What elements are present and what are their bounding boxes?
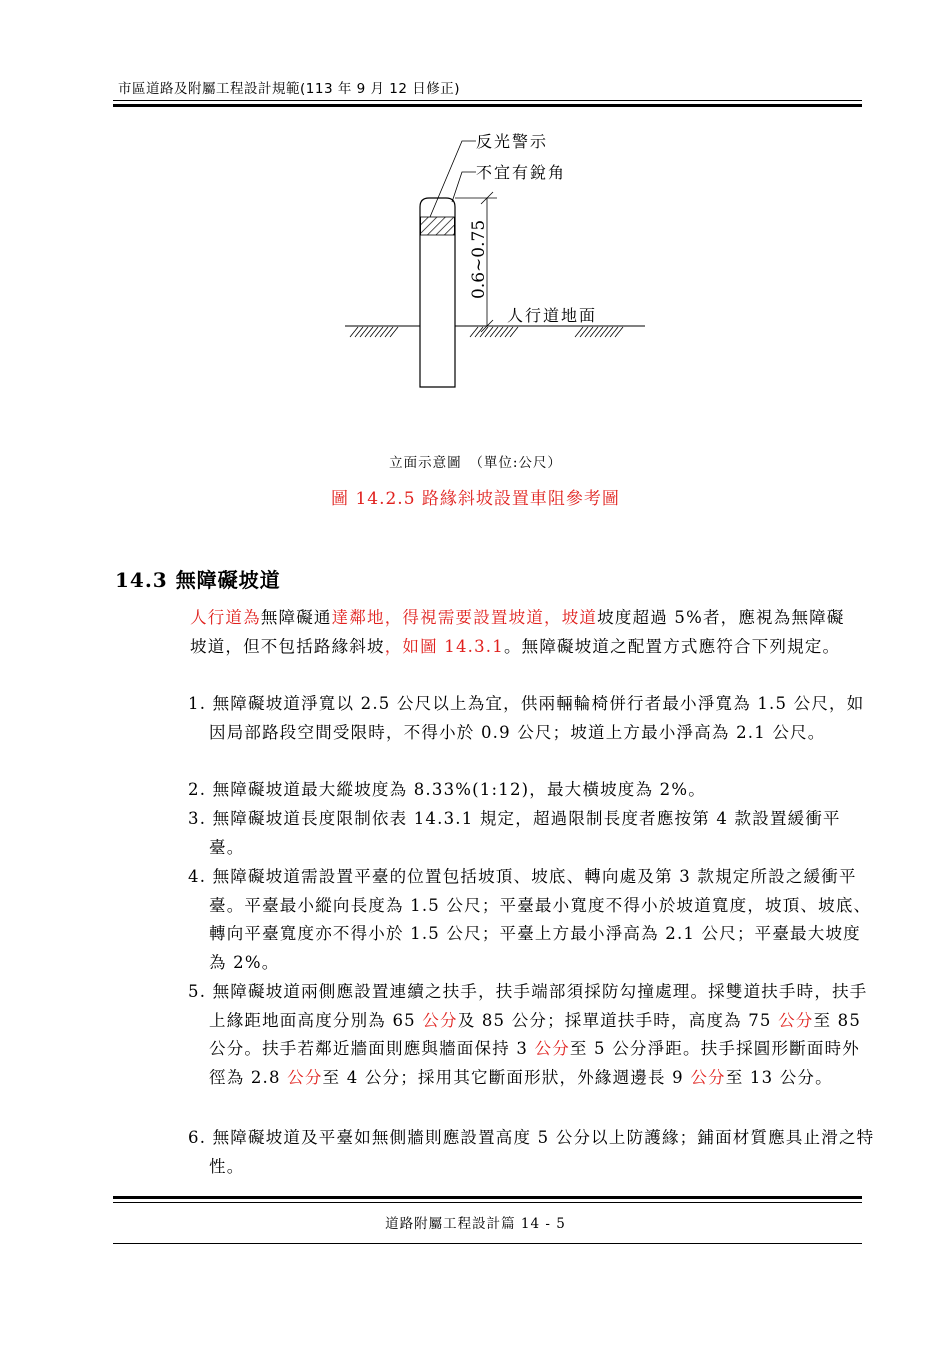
bollard-elevation-figure [0, 0, 951, 440]
footer-rule-thick [113, 1196, 862, 1199]
figure-caption-unit: 立面示意圖 （單位:公尺） [389, 455, 562, 471]
section-title: 無障礙坡道 [175, 568, 281, 592]
intro-text-4: 坡度超過 5%者，應視為無障礙坡道，但不包括路緣斜坡 [190, 608, 845, 656]
item5-text-e: 至 85 公分。扶手若鄰近牆面則應與牆面保持 3 [209, 1010, 862, 1058]
footer-rule-thin [113, 1202, 862, 1203]
footer-page-label: 道路附屬工程設計篇 14 - 5 [385, 1216, 566, 1232]
item5-text-c: 及 85 公分；採單道扶手時，高度為 75 [457, 1010, 779, 1030]
list-item-4: 4. 無障礙坡道需設置平臺的位置包括坡頂、坡底、轉向處及第 3 款規定所設之緩衝平臺。平臺最小縱向長度為 1.5 公尺；平臺最小寬度不得小於坡道寬度，坡頂、坡底、轉向平臺寬度亦不得小於 1.5 公尺；平臺上方最小淨高為 2.1 公尺；平臺最大坡度為 2%。 [188, 867, 872, 972]
section-number: 14.3 [115, 568, 168, 592]
item5-text-a: 5. 無障礙坡道兩側應設置連續之扶手，扶手端部須採防勾撞處理。採雙道扶手時，扶手上緣距地面高度分別為 65 [188, 982, 868, 1030]
intro-text-6: 。無障礙坡道之配置方式應符合下列規定。 [503, 636, 841, 656]
item5-red-h: 公分 [287, 1067, 323, 1087]
intro-red-1: 人行道為 [190, 608, 261, 627]
intro-paragraph [190, 604, 855, 661]
intro-red-5: ，如圖 14.3.1 [384, 636, 504, 656]
intro-text-2: 無障礙通 [260, 608, 332, 627]
reflective-band [421, 217, 455, 235]
figure-title: 圖 14.2.5 路緣斜坡設置車阻參考圖 [331, 489, 620, 509]
item5-red-f: 公分 [534, 1039, 570, 1058]
list-item-6: 6. 無障礙坡道及平臺如無側牆則應設置高度 5 公分以上防護緣；鋪面材質應具止滑之特性。 [188, 1128, 875, 1176]
intro-red-3: 達鄰地，得視需要設置坡道，坡道 [331, 608, 598, 627]
label-reflective: 反光警示 [476, 132, 549, 151]
label-no-sharp: 不宜有銳角 [476, 163, 567, 182]
item5-red-d: 公分 [778, 1010, 814, 1030]
section-heading [115, 564, 281, 593]
item5-text-g: 至 5 公分淨距。扶手採圓形斷面時外徑為 2.8 [209, 1039, 860, 1087]
list-item-1: 1. 無障礙坡道淨寬以 2.5 公尺以上為宜，供兩輛輪椅併行者最小淨寬為 1.5 公尺，如因局部路段空間受限時，不得小於 0.9 公尺；坡道上方最小淨高為 2.1 公尺。 [188, 694, 865, 742]
ground-hatching [350, 327, 623, 337]
footer-rule-bottom [113, 1243, 862, 1244]
list-item-5 [188, 978, 876, 1092]
item5-red-j: 公分 [690, 1067, 726, 1087]
item5-red-b: 公分 [422, 1010, 458, 1030]
leader-no-sharp [452, 172, 476, 202]
label-ground: 人行道地面 [507, 306, 598, 325]
list-item-2: 2. 無障礙坡道最大縱坡度為 8.33%(1:12)，最大橫坡度為 2%。 [188, 780, 706, 799]
item5-text-i: 至 4 公分；採用其它斷面形狀，外緣週邊長 9 [322, 1067, 691, 1087]
item5-text-k: 至 13 公分。 [725, 1067, 833, 1087]
label-height: 0.6~0.75 [469, 219, 489, 299]
list-item-3: 3. 無障礙坡道長度限制依表 14.3.1 規定，超過限制長度者應按第 4 款設置緩衝平臺。 [188, 809, 841, 857]
document-header-title: 市區道路及附屬工程設計規範(113 年 9 月 12 日修正) [118, 81, 461, 97]
